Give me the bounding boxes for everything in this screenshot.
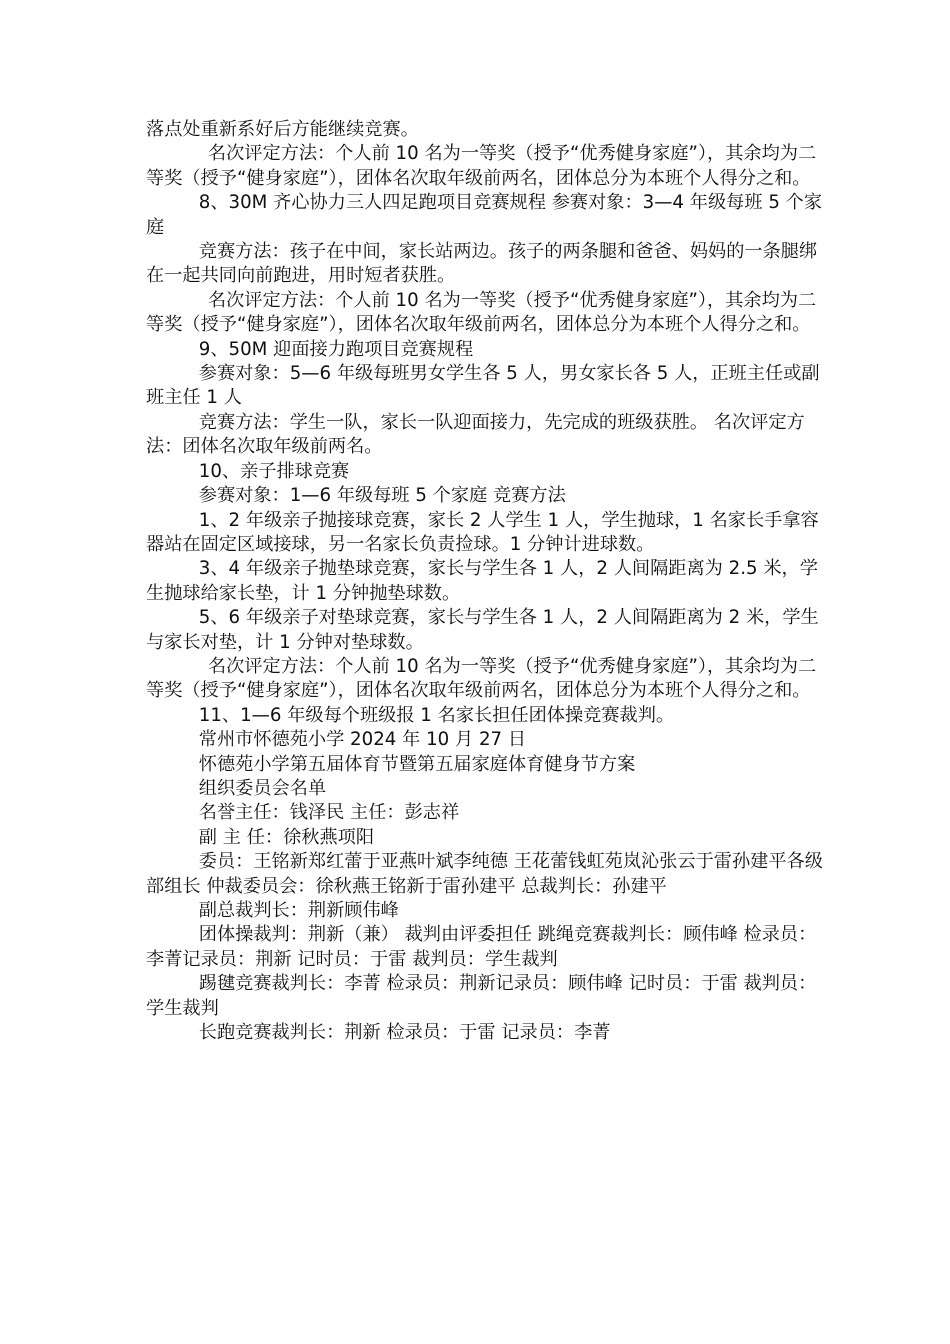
paragraph-rule-10-grade-1-2: 1、2 年级亲子抛接球竞赛，家长 2 人学生 1 人，学生抛球，1 名家长手拿容器站在固定区域接球，另一名家长负责捡球。1 分钟计进球数。	[146, 509, 819, 555]
paragraph-continuation: 落点处重新系好后方能继续竞赛。	[146, 119, 419, 140]
paragraph-rule-10-participants: 参赛对象：1—6 年级每班 5 个家庭 竞赛方法	[198, 485, 566, 507]
paragraph-rule-9-method: 竞赛方法：学生一队，家长一队迎面接力，先完成的班级获胜。 名次评定方法：团体名次取年级前两名。	[146, 411, 805, 458]
paragraph-long-run-referee: 长跑竞赛裁判长：荆新 检录员：于雷 记录员：李菁	[198, 1022, 611, 1044]
paragraph-deputy-chief-referee: 副总裁判长：荆新顾伟峰	[198, 900, 399, 921]
paragraph-group-exercise-referee: 团体操裁判：荆新（兼） 裁判由评委担任 跳绳竞赛裁判长：顾伟峰 检录员：李菁记录员：荆新 记时员：于雷 裁判员：学生裁判	[146, 924, 817, 970]
paragraph-signature-date: 常州市怀德苑小学 2024 年 10 月 27 日	[198, 729, 527, 751]
paragraph-ranking-method-1: 名次评定方法：个人前 10 名为一等奖（授予“优秀健身家庭”），其余均为二等奖（授予“健身家庭”），团体名次取年级前两名，团体总分为本班个人得分之和。	[146, 143, 817, 189]
paragraph-honorary-director: 名誉主任：钱泽民 主任：彭志祥	[198, 802, 460, 824]
paragraph-committee-heading: 组织委员会名单	[198, 777, 327, 799]
paragraph-committee-members: 委员：王铭新郑红蕾于亚燕叶斌李纯德 王花蕾钱虹苑岚沁张云于雷孙建平各级部组长 仲裁委员会：徐秋燕王铭新于雷孙建平 总裁判长：孙建平	[146, 851, 823, 897]
paragraph-rule-9-participants: 参赛对象：5—6 年级每班男女学生各 5 人，男女家长各 5 人，正班主任或副班主任 1 人	[146, 363, 820, 409]
document-page	[146, 118, 826, 1045]
paragraph-rule-8-title: 8、30M 齐心协力三人四足跑项目竞赛规程 参赛对象：3—4 年级每班 5 个家庭	[146, 192, 823, 238]
paragraph-plan-title: 怀德苑小学第五届体育节暨第五届家庭体育健身节方案	[198, 753, 636, 775]
paragraph-ranking-method-3: 名次评定方法：个人前 10 名为一等奖（授予“优秀健身家庭”），其余均为二等奖（授予“健身家庭”），团体名次取年级前两名，团体总分为本班个人得分之和。	[146, 655, 817, 702]
paragraph-rule-10-grade-3-4: 3、4 年级亲子抛垫球竞赛，家长与学生各 1 人，2 人间隔距离为 2.5 米，学生抛球给家长垫，计 1 分钟抛垫球数。	[146, 558, 818, 604]
paragraph-deputy-director: 副 主 任：徐秋燕项阳	[198, 826, 375, 848]
paragraph-ranking-method-2: 名次评定方法：个人前 10 名为一等奖（授予“优秀健身家庭”），其余均为二等奖（授予“健身家庭”），团体名次取年级前两名，团体总分为本班个人得分之和。	[146, 289, 817, 336]
paragraph-rule-8-method: 竞赛方法：孩子在中间，家长站两边。孩子的两条腿和爸爸、妈妈的一条腿绑在一起共同向前跑进，用时短者获胜。	[146, 241, 818, 287]
paragraph-rule-10-title: 10、亲子排球竞赛	[198, 460, 350, 482]
paragraph-rule-11: 11、1—6 年级每个班级报 1 名家长担任团体操竞赛裁判。	[198, 704, 675, 726]
paragraph-rule-9-title: 9、50M 迎面接力跑项目竞赛规程	[198, 338, 474, 360]
paragraph-shuttlecock-referee: 踢毽竞赛裁判长：李菁 检录员：荆新记录员：顾伟峰 记时员：于雷 裁判员：学生裁判	[146, 973, 817, 1019]
paragraph-rule-10-grade-5-6: 5、6 年级亲子对垫球竞赛，家长与学生各 1 人，2 人间隔距离为 2 米，学生与家长对垫，计 1 分钟对垫球数。	[146, 607, 819, 653]
